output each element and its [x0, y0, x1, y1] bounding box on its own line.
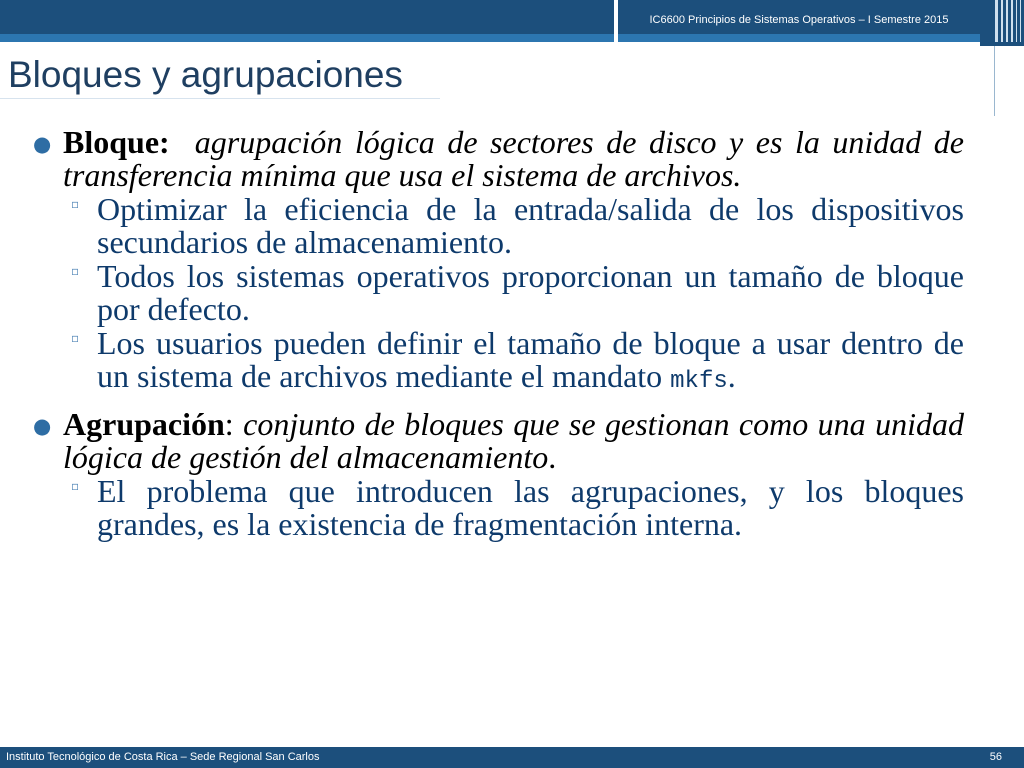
- subbullet-text: El problema que introducen las agrupaciones, y los bloques grandes, es la existencia de fragmentación interna.: [97, 473, 964, 542]
- header-accent-bar: [0, 34, 994, 42]
- bullet-dot-icon: ●: [33, 414, 52, 438]
- header-stripes: [980, 0, 1024, 46]
- subbullet-text: Todos los sistemas operativos proporcionan un tamaño de bloque por defecto.: [97, 258, 964, 327]
- subbullet-text: Los usuarios pueden definir el tamaño de bloque a usar dentro de un sistema de archivos mediante el mandato: [97, 325, 964, 394]
- square-bullet-icon: ▫: [71, 197, 80, 211]
- subbullet-end: .: [727, 358, 736, 394]
- footer-bar: [0, 747, 1024, 768]
- slide-content: [0, 126, 1024, 541]
- page-number: 56: [989, 751, 1002, 763]
- term-bloque: Bloque:: [63, 124, 170, 160]
- bullet-dot-icon: ●: [33, 132, 52, 156]
- course-label: IC6600 Principios de Sistemas Operativos – I Semestre 2015: [649, 14, 949, 26]
- slide-title: Bloques y agrupaciones: [8, 54, 403, 95]
- definition-agrupacion: conjunto de bloques que se gestionan como una unidad lógica de gestión del almacenamiento: [63, 406, 964, 475]
- subbullet-text: Optimizar la eficiencia de la entrada/salida de los dispositivos secundarios de almacenamiento.: [97, 191, 964, 260]
- definition-bloque: agrupación lógica de sectores de disco y es la unidad de transferencia mínima que usa el sistema de archivos.: [63, 124, 965, 193]
- subbullet-bloque-1: [0, 193, 1024, 259]
- footer-institution: Instituto Tecnológico de Costa Rica – Sede Regional San Carlos: [6, 751, 320, 763]
- definition-end: .: [548, 439, 557, 475]
- subbullet-agrupacion-1: [0, 475, 1024, 541]
- subbullet-bloque-3: [0, 327, 1024, 398]
- square-bullet-icon: ▫: [71, 264, 80, 278]
- bullet-bloque: [0, 126, 1024, 192]
- bullet-agrupacion: [0, 408, 1024, 474]
- command-mkfs: mkfs: [670, 368, 728, 395]
- title-side-rule: [994, 46, 995, 116]
- term-colon: :: [224, 406, 234, 442]
- square-bullet-icon: ▫: [71, 331, 80, 345]
- title-rule: [0, 98, 440, 99]
- square-bullet-icon: ▫: [71, 479, 80, 493]
- term-agrupacion: Agrupación: [63, 406, 225, 442]
- subbullet-bloque-2: [0, 260, 1024, 326]
